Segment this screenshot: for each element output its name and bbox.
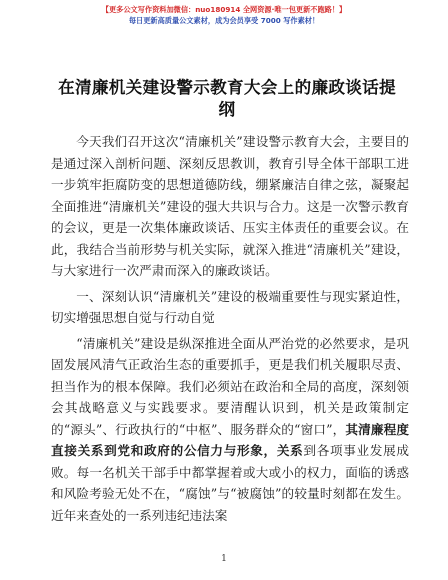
promo-line-membership: 每日更新高质量公文素材，成为会员享受 7000 写作素材！ — [128, 16, 320, 25]
document-title: 在清廉机关建设警示教育大会上的廉政谈话提纲 — [58, 77, 396, 119]
body-paragraph — [51, 333, 409, 527]
page-number: 1 — [221, 554, 227, 564]
intro-paragraph: 今天我们召开这次“清廉机关”建设警示教育大会，主要目的是通过深入剖析问题、深刻反思教训，教育引导全体干部职工进一步筑牢拒腐防变的思想道德防线，绷紧廉洁自律之弦，凝聚起全面推进“清廉机关”建设的强大共识与合力。这是一次警示教育的会议，更是一次集体廉政谈话、压实主体责任的重要会议。在此，我结合当前形势与机关实际，就深入推进“清廉机关”建设，与大家进行一次严肃而深入的廉政谈话。 — [51, 134, 409, 278]
body-paragraph-text: “清廉机关”建设是纵深推进全面从严治党的必然要求，是巩固发展风清气正政治生态的重要抓手，更是我们机关履职尽责、担当作为的根本保障。我们必须站在政治和全局的高度，深刻领会其战略意义与实践要求。要清醒认识到，机关是政策制定的“源头”、行政执行的“中枢”、服务群众的“窗口”， — [51, 335, 409, 437]
section-heading-1: 一、深刻认识“清廉机关”建设的极端重要性与现实紧迫性，切实增强思想自觉与行动自觉 — [51, 288, 409, 325]
emphasized-text: 其清廉程度直接关系到党和政府的公信力与形象，关系 — [51, 421, 409, 458]
body-paragraph-continued: 到各项事业发展成败。每一名机关干部手中都掌握着或大或小的权力，面临的诱惑和风险考验无处不在，“腐蚀”与“被腐蚀”的较量时刻都在发生。近年来查处的一系列违纪违法案 — [51, 443, 410, 523]
promo-line-wechat: 【更多公文写作资料加微信：nuo180914 全网资源·唯一包更新不跑路！】 — [101, 5, 347, 14]
promo-banner — [0, 4, 448, 26]
document-body — [51, 131, 409, 526]
